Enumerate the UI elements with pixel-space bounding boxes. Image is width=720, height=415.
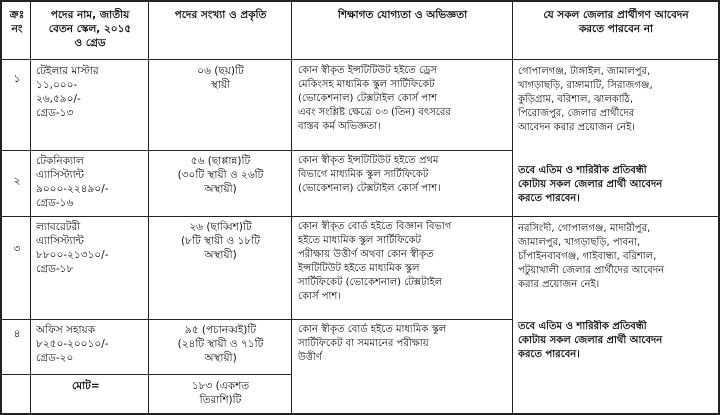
row2-post: টেকনিক্যাল এ্যাসিস্ট্যান্ট ৯০০০-২২৪৯০/- গ্রেড-১৬ — [36, 155, 109, 209]
header-count — [150, 8, 291, 58]
row1-qualification: কোন স্বীকৃত ইন্সটিটিউট হইতে ড্রেস মেকিংসহ মাধ্যমিক স্কুল সার্টিফিকেট (ভোকেশনাল) টেক্সটাইল কোর্স পাশ এবং সংশ্লিষ্ট ক্ষেত্রে ০৩ (তিন) বৎসরের বাস্তব কর্ম অভিজ্ঞতা। — [298, 65, 451, 132]
district-group-2-list: নরসিংদী, গোপালগঞ্জ, মাদারীপুর, জামালপুর, খাগড়াছড়ি, পাবনা, চাঁপাইনবাবগঞ্জ, গাইবান্ধা, বরিশাল, পটুয়াখালী জেলার প্রার্থীদের আবেদন করার প্রয়োজন নেই। — [518, 223, 665, 290]
district-group-1-list: গোপালগঞ্জ, টাঙ্গাইল, জামালপুর, খাগড়াছড়ি, রাঙ্গামাটি, সিরাজগঞ্জ, কুড়িগ্রাম, বরিশাল, ঝালকাঠি, পিরোজপুর, জেলার প্রার্থীদের আবেদন করার প্রয়োজন নেই। — [518, 66, 653, 133]
header-districts — [514, 8, 718, 58]
row4-post: অফিস সহায়ক ৮২৫০-২০০১০/- গ্রেড-২০ — [36, 324, 109, 364]
total-label: মোট= — [72, 380, 100, 392]
row2-qualification: কোন স্বীকৃত ইন্সটিটিউট হইতে প্রথম বিভাগে মাধ্যমিক স্কুল সার্টিফিকেট (ভোকেশনাল) টেক্সটাইল কোর্স পাশ। — [298, 155, 441, 194]
district-group-1-note: তবে এতিম ও শারিরীক প্রতিবন্ধী কোটায় সকল জেলার প্রার্থী আবেদন করতে পারবেন। — [518, 165, 663, 204]
header-post-text: পদের নাম, জাতীয় বেতন স্কেল, ২০১৫ ও গ্রেড — [48, 9, 132, 49]
row3-serial — [4, 242, 30, 256]
header-serial-text: ক্রঃ নং — [9, 9, 25, 35]
row1-serial — [4, 72, 30, 86]
col-divider — [291, 2, 292, 415]
col-divider — [30, 2, 31, 415]
header-serial — [4, 8, 30, 58]
row3-post: ল্যাবরেটরী এ্যাসিস্ট্যান্ট ৮৮০০-২১৩১০/- গ্রেড-১৮ — [36, 221, 109, 275]
district-group-2-note: তবে এতিম ও শারিরীক প্রতিবন্ধী কোটায় সকল জেলার প্রার্থী আবেদন করতে পারবেন। — [518, 321, 663, 360]
header-qualification — [293, 8, 512, 58]
row2-count: ৫৬ (ছাপ্পান্ন)টি (৩০টি স্থায়ী ও ২৬টি অস্থায়ী) — [177, 155, 264, 195]
col-divider — [512, 2, 513, 415]
row4-serial — [4, 327, 30, 341]
row4-serial-text: ৪ — [13, 328, 21, 340]
row4-qualification: কোন স্বীকৃত বোর্ড হইতে মাধ্যমিক স্কুল সার্টিফিকেট বা সমমানের পরীক্ষায় উত্তীর্ণ — [298, 324, 447, 363]
row-divider — [2, 319, 512, 320]
row3-count: ২৬ (ছাব্বিশ)টি (৮টি স্থায়ী ও ১৮টি অস্থায়ী) — [181, 221, 260, 261]
row1-serial-text: ১ — [13, 73, 21, 85]
row1-post: টেইলার মাস্টার ১১,০০০- ২৬,৫৯০/- গ্রেড-১৩ — [36, 65, 99, 119]
header-post — [32, 8, 148, 58]
header-qualification-text: শিক্ষাগত যোগ্যতা ও অভিজ্ঞতা — [337, 9, 468, 21]
header-count-text: পদের সংখ্যা ও প্রকৃতি — [174, 9, 267, 21]
row3-qualification: কোন স্বীকৃত বোর্ড হইতে বিজ্ঞান বিভাগ হইতে মাধ্যমিক স্কুল সার্টিফিকেট পরীক্ষায় উত্তীর্ণ অথবা কোন স্বীকৃত ইন্সটিটিউট হইতে মাধ্যমিক স্কুল সার্টিফিকেট (ভোকেশনাল) টেক্সটাইল কোর্স পাশ। — [298, 221, 452, 302]
row3-serial-text: ৩ — [13, 243, 21, 255]
row1-count: ০৬ (ছয়)টি স্থায়ী — [197, 65, 244, 91]
row-divider — [2, 59, 718, 60]
row-divider — [2, 150, 512, 151]
row2-serial — [4, 174, 30, 188]
row2-serial-text: ২ — [13, 175, 21, 187]
row-divider — [2, 216, 718, 217]
header-districts-text: যে সকল জেলার প্রার্থীগণ আবেদন করতে পারবেন না — [543, 9, 689, 35]
col-divider — [148, 2, 149, 415]
total-value: ১৮৩ (একশত তিরাশি)টি — [191, 380, 250, 406]
row4-count: ৯৫ (পচানব্বই)টি (২৪টি স্থায়ী ও ৭১টি অস্থায়ী) — [177, 324, 264, 364]
